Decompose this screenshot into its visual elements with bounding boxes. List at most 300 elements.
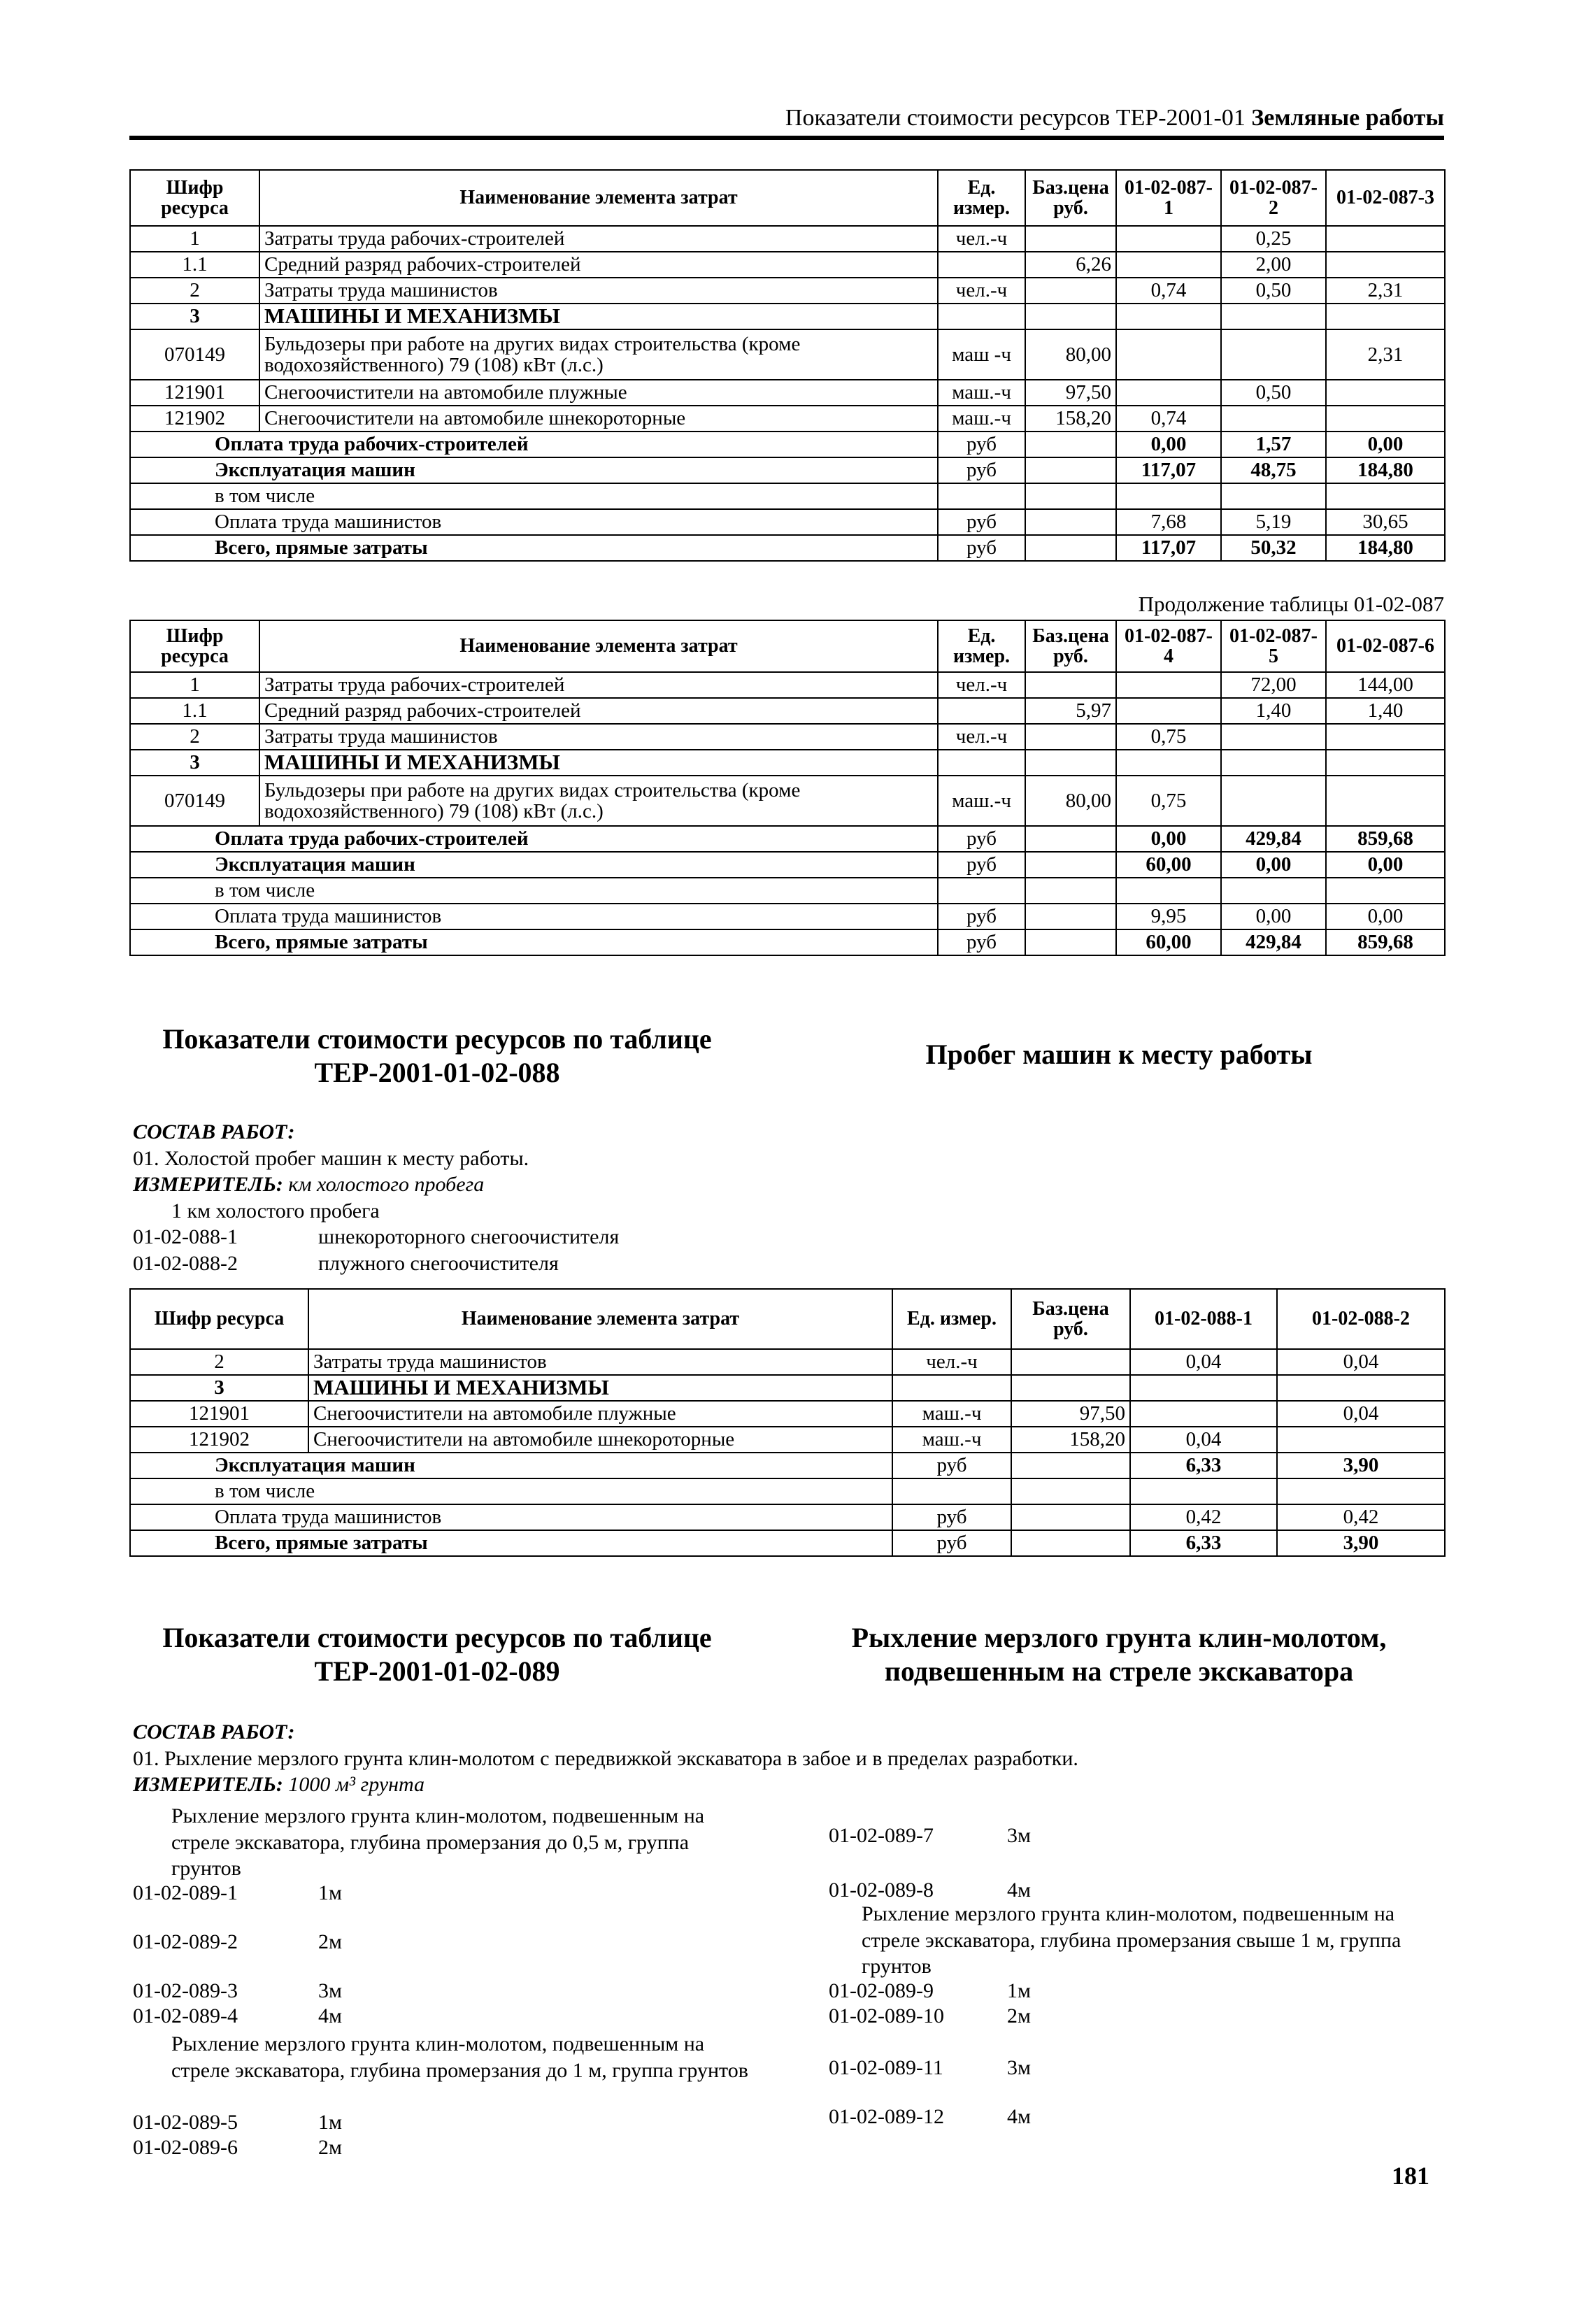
cell-code: 3	[130, 1375, 308, 1401]
code: 01-02-089-3	[133, 1979, 238, 2002]
cell-value: 0,75	[1116, 776, 1221, 826]
izm-value: 1000 м³ грунта	[288, 1773, 425, 1796]
th-unit: Ед. измер.	[938, 620, 1025, 672]
table-row	[130, 1427, 1445, 1453]
summary-value: 60,00	[1116, 852, 1221, 878]
sostav-label: СОСТАВ РАБОТ:	[133, 1120, 295, 1143]
table-body	[130, 1349, 1445, 1453]
code: 01-02-089-5	[133, 2111, 238, 2134]
summary-label: Эксплуатация машин	[130, 1453, 892, 1478]
summary-value: 30,65	[1326, 509, 1445, 535]
th-unit: Ед. измер.	[892, 1289, 1011, 1349]
cell-name: МАШИНЫ И МЕХАНИЗМЫ	[259, 750, 938, 776]
cell-value	[1221, 406, 1326, 432]
cell-value: 0,25	[1221, 226, 1326, 252]
section-089-intro	[133, 1719, 1441, 1798]
th-col2: 01-02-087-5	[1221, 620, 1326, 672]
summary-row	[130, 904, 1445, 929]
summary-price-gap	[1025, 457, 1116, 483]
table-row	[130, 329, 1445, 380]
cell-price	[1025, 724, 1116, 750]
summary-value: 0,42	[1277, 1504, 1445, 1530]
summary-value	[1221, 483, 1326, 509]
cell-unit: маш -ч	[938, 329, 1025, 380]
code-value: 3м	[318, 1979, 342, 2002]
summary-label: Оплата труда рабочих-строителей	[130, 432, 938, 457]
table-summary	[130, 1453, 1445, 1556]
table-01-02-087-b	[129, 620, 1446, 956]
summary-unit: руб	[938, 826, 1025, 852]
code-value: 1м	[1007, 1979, 1031, 2002]
continuation-note: Продолжение таблицы 01-02-087	[1138, 592, 1444, 616]
th-col1: 01-02-087-1	[1116, 170, 1221, 226]
summary-value: 429,84	[1221, 826, 1326, 852]
summary-value: 9,95	[1116, 904, 1221, 929]
summary-unit: руб	[938, 457, 1025, 483]
cell-unit: маш.-ч	[938, 776, 1025, 826]
cell-price	[1011, 1349, 1130, 1375]
summary-row	[130, 535, 1445, 561]
cell-price: 97,50	[1025, 380, 1116, 406]
summary-value: 0,00	[1116, 432, 1221, 457]
code-value: 1м	[318, 1881, 342, 1904]
table-header-row	[130, 170, 1445, 226]
table-row	[130, 380, 1445, 406]
code-value: 2м	[318, 2136, 342, 2159]
cell-value: 0,50	[1221, 380, 1326, 406]
code: 01-02-089-10	[829, 2004, 944, 2027]
code-row	[829, 2056, 1031, 2080]
summary-row	[130, 1478, 1445, 1504]
summary-unit	[938, 878, 1025, 904]
cell-unit: маш.-ч	[892, 1427, 1011, 1453]
code-row	[133, 2004, 342, 2028]
cell-value	[1326, 380, 1445, 406]
th-col1: 01-02-088-1	[1130, 1289, 1277, 1349]
cell-name: Затраты труда рабочих-строителей	[259, 226, 938, 252]
summary-row	[130, 1504, 1445, 1530]
cell-unit: маш.-ч	[938, 406, 1025, 432]
cell-price: 158,20	[1025, 406, 1116, 432]
summary-price-gap	[1011, 1478, 1130, 1504]
table-row	[130, 1401, 1445, 1427]
cell-price: 5,97	[1025, 698, 1116, 724]
summary-label: Всего, прямые затраты	[130, 929, 938, 955]
cell-name: Бульдозеры при работе на других видах строительства (кроме водохозяйственного) 79 (108) кВт (л.с.)	[259, 329, 938, 380]
cell-code: 2	[130, 724, 259, 750]
cell-name: Затраты труда машинистов	[259, 724, 938, 750]
summary-row	[130, 1453, 1445, 1478]
cell-value	[1326, 750, 1445, 776]
cell-price	[1025, 304, 1116, 329]
cell-value	[1326, 724, 1445, 750]
summary-label: в том числе	[130, 483, 938, 509]
cell-value: 1,40	[1221, 698, 1326, 724]
summary-value	[1130, 1478, 1277, 1504]
section-089-title: Показатели стоимости ресурсов по таблице ТЕР-2001-01-02-089	[162, 1622, 712, 1687]
code: 01-02-088-1	[133, 1225, 238, 1248]
th-name: Наименование элемента затрат	[259, 170, 938, 226]
cell-value	[1116, 672, 1221, 698]
code-row	[133, 2136, 342, 2160]
cell-price	[1025, 278, 1116, 304]
cell-unit	[892, 1375, 1011, 1401]
th-col3: 01-02-087-3	[1326, 170, 1445, 226]
cell-name: Затраты труда машинистов	[308, 1349, 892, 1375]
cell-code: 070149	[130, 329, 259, 380]
th-code: Шифр ресурса	[130, 620, 259, 672]
summary-value	[1326, 483, 1445, 509]
cell-code: 1.1	[130, 252, 259, 278]
cell-code: 070149	[130, 776, 259, 826]
cell-name: Бульдозеры при работе на других видах строительства (кроме водохозяйственного) 79 (108) кВт (л.с.)	[259, 776, 938, 826]
table-row	[130, 750, 1445, 776]
cell-unit: маш.-ч	[938, 380, 1025, 406]
code: 01-02-089-1	[133, 1881, 238, 1904]
table-header-row	[130, 620, 1445, 672]
table-body	[130, 226, 1445, 432]
section-089-subject: Рыхление мерзлого грунта клин-молотом, подвешенным на стреле экскаватора	[851, 1622, 1387, 1687]
cell-value	[1326, 226, 1445, 252]
cell-value	[1130, 1401, 1277, 1427]
cell-name: Снегоочистители на автомобиле шнекороторные	[259, 406, 938, 432]
summary-value	[1326, 878, 1445, 904]
cell-value	[1221, 724, 1326, 750]
group-1-label: Рыхление мерзлого грунта клин-молотом, подвешенным на стреле экскаватора, глубина промерзания до 0,5 м, группа грунтов	[171, 1804, 705, 1880]
th-name: Наименование элемента затрат	[259, 620, 938, 672]
th-col2: 01-02-087-2	[1221, 170, 1326, 226]
sostav-item: 01. Рыхление мерзлого грунта клин-молотом с передвижкой экскаватора в забое и в пределах разработки.	[133, 1746, 1078, 1770]
table-row	[130, 724, 1445, 750]
summary-label: Всего, прямые затраты	[130, 535, 938, 561]
cell-code: 2	[130, 1349, 308, 1375]
group-2-label: Рыхление мерзлого грунта клин-молотом, подвешенным на стреле экскаватора, глубина промерзания до 1 м, группа грунтов	[171, 2032, 748, 2082]
table-summary	[130, 432, 1445, 561]
summary-unit: руб	[892, 1504, 1011, 1530]
cell-value	[1326, 406, 1445, 432]
summary-price-gap	[1025, 826, 1116, 852]
summary-unit: руб	[892, 1453, 1011, 1478]
cell-value: 0,74	[1116, 278, 1221, 304]
code-row	[829, 1824, 1031, 1848]
summary-row	[130, 929, 1445, 955]
cell-value	[1116, 304, 1221, 329]
table-row	[130, 698, 1445, 724]
summary-unit: руб	[892, 1530, 1011, 1556]
summary-value: 429,84	[1221, 929, 1326, 955]
th-col3: 01-02-087-6	[1326, 620, 1445, 672]
th-name: Наименование элемента затрат	[308, 1289, 892, 1349]
summary-value: 3,90	[1277, 1453, 1445, 1478]
summary-value: 184,80	[1326, 457, 1445, 483]
cell-value: 0,04	[1277, 1349, 1445, 1375]
cell-unit	[938, 304, 1025, 329]
running-header	[129, 105, 1444, 131]
code: 01-02-089-6	[133, 2136, 238, 2159]
summary-value: 859,68	[1326, 826, 1445, 852]
cell-value	[1116, 226, 1221, 252]
summary-unit	[938, 483, 1025, 509]
cell-value	[1326, 252, 1445, 278]
summary-price-gap	[1025, 904, 1116, 929]
summary-row	[130, 509, 1445, 535]
code-value: 1м	[318, 2111, 342, 2134]
table-row	[130, 672, 1445, 698]
cell-name: Затраты труда рабочих-строителей	[259, 672, 938, 698]
table-row	[130, 252, 1445, 278]
summary-label: в том числе	[130, 878, 938, 904]
section-088-subject: Пробег машин к месту работы	[925, 1039, 1313, 1070]
cell-price: 158,20	[1011, 1427, 1130, 1453]
cell-price: 6,26	[1025, 252, 1116, 278]
cell-code: 1.1	[130, 698, 259, 724]
code-text: плужного снегоочистителя	[318, 1251, 559, 1275]
summary-value: 5,19	[1221, 509, 1326, 535]
summary-value: 6,33	[1130, 1530, 1277, 1556]
cell-code: 121902	[130, 406, 259, 432]
cell-price	[1025, 750, 1116, 776]
code-row	[829, 1879, 1031, 1902]
summary-value: 184,80	[1326, 535, 1445, 561]
cell-name: Снегоочистители на автомобиле плужные	[308, 1401, 892, 1427]
header-section: Земляные работы	[1251, 105, 1444, 131]
code-value: 4м	[1007, 1879, 1031, 1902]
summary-label: Эксплуатация машин	[130, 457, 938, 483]
header-rule	[129, 136, 1444, 140]
header-prefix: Показатели стоимости ресурсов ТЕР-2001-01	[785, 105, 1246, 131]
cell-value	[1130, 1375, 1277, 1401]
cell-code: 2	[130, 278, 259, 304]
cell-value: 1,40	[1326, 698, 1445, 724]
cell-price: 80,00	[1025, 776, 1116, 826]
summary-value: 6,33	[1130, 1453, 1277, 1478]
summary-row	[130, 483, 1445, 509]
th-col2: 01-02-088-2	[1277, 1289, 1445, 1349]
th-code: Шифр ресурса	[130, 1289, 308, 1349]
cell-name: Средний разряд рабочих-строителей	[259, 252, 938, 278]
summary-price-gap	[1025, 432, 1116, 457]
cell-value: 0,50	[1221, 278, 1326, 304]
summary-row	[130, 878, 1445, 904]
code-value: 4м	[318, 2004, 342, 2027]
summary-value	[1116, 483, 1221, 509]
cell-code: 3	[130, 304, 259, 329]
summary-row	[130, 1530, 1445, 1556]
code-row	[829, 2105, 1031, 2129]
summary-label: Оплата труда рабочих-строителей	[130, 826, 938, 852]
cell-price	[1025, 672, 1116, 698]
cell-price	[1025, 226, 1116, 252]
cell-price: 80,00	[1025, 329, 1116, 380]
code-row	[829, 1979, 1031, 2003]
page-number: 181	[1392, 2162, 1429, 2190]
cell-name: Снегоочистители на автомобиле шнекороторные	[308, 1427, 892, 1453]
code: 01-02-088-2	[133, 1251, 238, 1275]
cell-value	[1221, 329, 1326, 380]
summary-unit: руб	[938, 852, 1025, 878]
summary-price-gap	[1025, 852, 1116, 878]
cell-name: МАШИНЫ И МЕХАНИЗМЫ	[308, 1375, 892, 1401]
th-unit: Ед. измер.	[938, 170, 1025, 226]
summary-value	[1221, 878, 1326, 904]
summary-value: 859,68	[1326, 929, 1445, 955]
summary-price-gap	[1025, 929, 1116, 955]
cell-value	[1326, 776, 1445, 826]
summary-price-gap	[1011, 1530, 1130, 1556]
code: 01-02-089-4	[133, 2004, 238, 2027]
cell-unit: маш.-ч	[892, 1401, 1011, 1427]
summary-unit: руб	[938, 432, 1025, 457]
summary-value: 50,32	[1221, 535, 1326, 561]
cell-value: 0,04	[1130, 1427, 1277, 1453]
summary-value: 0,00	[1221, 904, 1326, 929]
cell-code: 1	[130, 672, 259, 698]
cell-value: 2,00	[1221, 252, 1326, 278]
summary-price-gap	[1025, 535, 1116, 561]
cell-value	[1116, 252, 1221, 278]
table-row	[130, 1375, 1445, 1401]
summary-unit	[892, 1478, 1011, 1504]
code: 01-02-089-2	[133, 1930, 238, 1953]
summary-value: 0,00	[1116, 826, 1221, 852]
cell-value	[1221, 776, 1326, 826]
cell-name: Затраты труда машинистов	[259, 278, 938, 304]
code-row	[829, 2004, 1031, 2028]
th-code: Шифр ресурса	[130, 170, 259, 226]
cell-value: 0,75	[1116, 724, 1221, 750]
cell-name: Средний разряд рабочих-строителей	[259, 698, 938, 724]
summary-value	[1116, 878, 1221, 904]
summary-unit: руб	[938, 509, 1025, 535]
section-088-title: Показатели стоимости ресурсов по таблице ТЕР-2001-01-02-088	[162, 1023, 712, 1088]
summary-value: 48,75	[1221, 457, 1326, 483]
table-01-02-087-a	[129, 169, 1446, 562]
table-row	[130, 278, 1445, 304]
cell-code: 3	[130, 750, 259, 776]
code: 01-02-089-9	[829, 1979, 934, 2002]
summary-value: 0,00	[1221, 852, 1326, 878]
cell-value: 144,00	[1326, 672, 1445, 698]
summary-value: 117,07	[1116, 535, 1221, 561]
cell-value	[1116, 750, 1221, 776]
izm-value: км холостого пробега	[288, 1173, 485, 1196]
code-row	[133, 1979, 342, 2003]
code-row	[133, 1881, 342, 1905]
sostav-item: 01. Холостой пробег машин к месту работы.	[133, 1146, 529, 1170]
th-price: Баз.цена руб.	[1011, 1289, 1130, 1349]
summary-label: Эксплуатация машин	[130, 852, 938, 878]
summary-unit: руб	[938, 904, 1025, 929]
cell-value: 2,31	[1326, 278, 1445, 304]
cell-name: МАШИНЫ И МЕХАНИЗМЫ	[259, 304, 938, 329]
code-value: 3м	[1007, 2056, 1031, 2079]
cell-code: 121902	[130, 1427, 308, 1453]
cell-value: 2,31	[1326, 329, 1445, 380]
cell-value: 0,04	[1277, 1401, 1445, 1427]
summary-unit: руб	[938, 929, 1025, 955]
table-body	[130, 672, 1445, 826]
cell-name: Снегоочистители на автомобиле плужные	[259, 380, 938, 406]
code-text: шнекороторного снегоочистителя	[318, 1225, 620, 1248]
cell-unit: чел.-ч	[938, 226, 1025, 252]
summary-row	[130, 826, 1445, 852]
table-row	[130, 776, 1445, 826]
code: 01-02-089-8	[829, 1879, 934, 1902]
cell-value: 72,00	[1221, 672, 1326, 698]
code-value: 3м	[1007, 1824, 1031, 1847]
cell-value: 0,74	[1116, 406, 1221, 432]
summary-value: 0,42	[1130, 1504, 1277, 1530]
summary-label: Оплата труда машинистов	[130, 509, 938, 535]
code-value: 4м	[1007, 2105, 1031, 2128]
code-row	[133, 2111, 342, 2134]
cell-price: 97,50	[1011, 1401, 1130, 1427]
table-row	[130, 406, 1445, 432]
code: 01-02-089-11	[829, 2056, 943, 2079]
izm-label: ИЗМЕРИТЕЛЬ:	[133, 1173, 283, 1196]
summary-row	[130, 457, 1445, 483]
code-value: 2м	[1007, 2004, 1031, 2027]
cell-value	[1221, 304, 1326, 329]
cell-value	[1326, 304, 1445, 329]
table-row	[130, 226, 1445, 252]
table-header-row	[130, 1289, 1445, 1349]
summary-row	[130, 432, 1445, 457]
summary-label: Оплата труда машинистов	[130, 904, 938, 929]
cell-unit: чел.-ч	[892, 1349, 1011, 1375]
summary-price-gap	[1025, 878, 1116, 904]
cell-value	[1116, 380, 1221, 406]
table-01-02-088	[129, 1288, 1446, 1557]
summary-value: 0,00	[1326, 432, 1445, 457]
summary-price-gap	[1025, 483, 1116, 509]
summary-price-gap	[1011, 1453, 1130, 1478]
group-3-label: Рыхление мерзлого грунта клин-молотом, подвешенным на стреле экскаватора, глубина промерзания свыше 1 м, группа грунтов	[862, 1902, 1401, 1978]
cell-unit: чел.-ч	[938, 672, 1025, 698]
cell-unit	[938, 252, 1025, 278]
summary-value: 7,68	[1116, 509, 1221, 535]
cell-value	[1277, 1375, 1445, 1401]
cell-unit	[938, 698, 1025, 724]
summary-value: 60,00	[1116, 929, 1221, 955]
code: 01-02-089-12	[829, 2105, 944, 2128]
izm-label: ИЗМЕРИТЕЛЬ:	[133, 1773, 283, 1796]
summary-value: 1,57	[1221, 432, 1326, 457]
cell-value	[1116, 329, 1221, 380]
summary-value: 0,00	[1326, 852, 1445, 878]
th-price: Баз.цена руб.	[1025, 620, 1116, 672]
code-row	[133, 1930, 342, 1954]
th-price: Баз.цена руб.	[1025, 170, 1116, 226]
code: 01-02-089-7	[829, 1824, 934, 1847]
cell-code: 1	[130, 226, 259, 252]
cell-price	[1011, 1375, 1130, 1401]
th-col1: 01-02-087-4	[1116, 620, 1221, 672]
summary-label: в том числе	[130, 1478, 892, 1504]
cell-code: 121901	[130, 380, 259, 406]
summary-value: 3,90	[1277, 1530, 1445, 1556]
cell-value	[1116, 698, 1221, 724]
summary-label: Всего, прямые затраты	[130, 1530, 892, 1556]
table-row	[130, 304, 1445, 329]
izm-sub: 1 км холостого пробега	[171, 1199, 380, 1222]
summary-unit: руб	[938, 535, 1025, 561]
cell-unit: чел.-ч	[938, 724, 1025, 750]
summary-price-gap	[1011, 1504, 1130, 1530]
cell-value	[1277, 1427, 1445, 1453]
summary-price-gap	[1025, 509, 1116, 535]
cell-code: 121901	[130, 1401, 308, 1427]
